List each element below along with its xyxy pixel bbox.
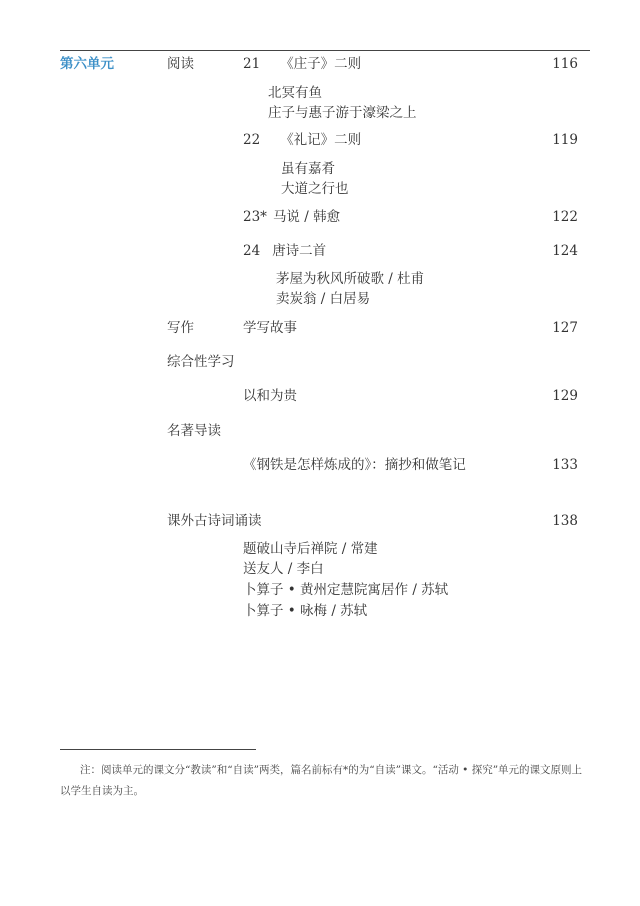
lesson-title: 《礼记》二则 [280,132,362,148]
sub-item[interactable]: 卖炭翁 / 白居易 [276,291,371,307]
lesson-title: 《庄子》二则 [280,56,362,72]
lesson-21[interactable] [243,55,361,73]
lesson-page: 122 [552,209,578,225]
lesson-title: 唐诗二首 [272,243,327,259]
poem-item[interactable]: 卜算子 • 黄州定慧院寓居作 / 苏轼 [243,582,449,598]
classics-page: 133 [552,457,578,473]
lesson-page: 124 [552,243,578,259]
lesson-number: 24 [243,243,261,259]
lesson-number: 21 [243,56,261,72]
top-rule [60,50,590,51]
footnote-rule [60,749,256,750]
lesson-24[interactable] [243,242,326,260]
classics-item[interactable]: 《钢铁是怎样炼成的》：摘抄和做笔记 [243,457,466,473]
footnote: 注：阅读单元的课文分“教读”和“自读”两类，篇名前标有*的为“自读”课文。“活动 • 探究”单元的课文原则上以学生自读为主。 [60,764,583,797]
section-extra-poems: 课外古诗词诵读 [167,513,262,529]
section-writing: 写作 [167,320,194,336]
lesson-page: 119 [552,132,578,148]
lesson-23[interactable] [243,208,340,226]
lesson-title: 马说 / 韩愈 [272,209,341,225]
extra-poems-page: 138 [552,513,578,529]
lesson-22[interactable] [243,131,361,149]
poem-item[interactable]: 题破山寺后禅院 / 常建 [243,541,378,557]
sub-item[interactable]: 虽有嘉肴 [281,161,335,177]
comprehensive-page: 129 [552,388,578,404]
lesson-number: 22 [243,132,261,148]
sub-item[interactable]: 北冥有鱼 [268,85,322,101]
lesson-number: 23* [243,209,267,225]
unit-title: 第六单元 [60,56,114,72]
section-classics: 名著导读 [167,423,221,439]
poem-item[interactable]: 送友人 / 李白 [243,561,324,577]
writing-page: 127 [552,320,578,336]
comprehensive-item[interactable]: 以和为贵 [243,388,297,404]
sub-item[interactable]: 茅屋为秋风所破歌 / 杜甫 [276,271,425,287]
section-reading: 阅读 [167,56,194,72]
sub-item[interactable]: 庄子与惠子游于濠梁之上 [268,105,417,121]
section-comprehensive: 综合性学习 [167,354,235,370]
poem-item[interactable]: 卜算子 • 咏梅 / 苏轼 [243,603,368,619]
sub-item[interactable]: 大道之行也 [281,181,349,197]
writing-item[interactable]: 学写故事 [243,320,297,336]
lesson-page: 116 [552,56,578,72]
